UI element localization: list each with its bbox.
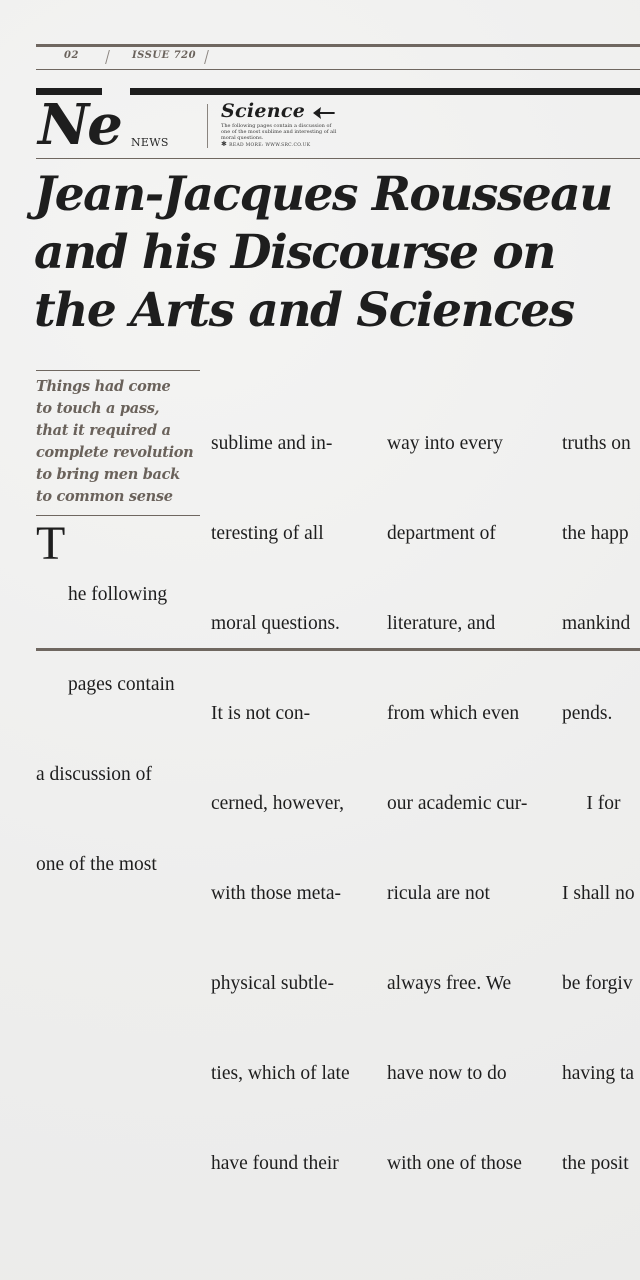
masthead-top-rule [36, 44, 640, 47]
pull-quote-line: Things had come [36, 378, 171, 395]
headline-line: the Arts and Sciences [34, 283, 574, 338]
body-line: he following [68, 584, 168, 605]
body-line: sublime and in- [211, 433, 333, 454]
pull-quote-line: to common sense [36, 488, 173, 505]
body-line: I for [562, 793, 621, 814]
body-line: way into every [387, 433, 503, 454]
body-line: department of [387, 523, 496, 544]
pull-quote-bottom-rule [36, 515, 200, 516]
body-line: truths on [562, 433, 631, 454]
issue-number: ISSUE 720 [132, 50, 197, 61]
article-headline [34, 166, 640, 340]
body-line: a discussion of [36, 764, 152, 785]
body-line: with one of those [387, 1153, 522, 1174]
pull-quote [36, 376, 200, 508]
pull-quote-line: to bring men back [36, 466, 180, 483]
star-icon: ✱ [221, 140, 228, 148]
header-divider [207, 104, 208, 148]
masthead-sub-rule [36, 69, 640, 70]
body-line: one of the most [36, 854, 157, 875]
body-line: be forgiv [562, 973, 633, 994]
header-bar [130, 88, 640, 95]
body-line: physical subtle- [211, 973, 334, 994]
body-column-4 [562, 369, 640, 1209]
publication-logo[interactable]: Ne [38, 92, 121, 158]
body-line: moral questions. [211, 613, 340, 634]
readmore-link[interactable] [221, 140, 310, 148]
readmore-label: READ MORE: WWW.SRC.CO.UK [229, 143, 311, 148]
header-bottom-rule [36, 158, 640, 159]
headline-line: and his Discourse on [34, 225, 555, 280]
teaser-category[interactable]: Science [221, 100, 306, 122]
meta-separator [204, 50, 209, 64]
body-line: ricula are not [387, 883, 490, 904]
body-line: have found their [211, 1153, 339, 1174]
pull-quote-line: to touch a pass, [36, 400, 160, 417]
body-line: with those meta- [211, 883, 341, 904]
headline-line: Jean-Jacques Rousseau [34, 167, 612, 222]
body-line: have now to do [387, 1063, 507, 1084]
pull-quote-line: that it required a [36, 422, 171, 439]
drop-cap: T [36, 517, 66, 570]
section-label[interactable]: NEWS [131, 136, 169, 149]
pull-quote-line: complete revolution [36, 444, 194, 461]
teaser-text: The following pages contain a discussion of one of the most sublime and interesting of all moral questions. [221, 123, 337, 141]
body-line: cerned, however, [211, 793, 344, 814]
arrow-left-icon[interactable] [312, 106, 336, 120]
body-line: the happ [562, 523, 629, 544]
meta-separator [105, 50, 110, 64]
body-line: mankind [562, 613, 631, 634]
body-column-2 [211, 369, 381, 1209]
body-line: from which even [387, 703, 520, 724]
pull-quote-top-rule [36, 370, 200, 371]
body-column-1 [36, 517, 206, 910]
body-line: our academic cur- [387, 793, 528, 814]
body-line: pends. [562, 703, 613, 724]
body-line: literature, and [387, 613, 496, 634]
body-line: It is not con- [211, 703, 311, 724]
page-number: 02 [64, 50, 79, 61]
body-column-3 [387, 369, 557, 1209]
body-line: always free. We [387, 973, 512, 994]
body-line: I shall no [562, 883, 635, 904]
body-line: pages contain [68, 674, 175, 695]
article-bottom-rule [36, 648, 640, 651]
body-line: teresting of all [211, 523, 324, 544]
body-line: ties, which of late [211, 1063, 350, 1084]
body-line: having ta [562, 1063, 635, 1084]
body-line: the posit [562, 1153, 629, 1174]
